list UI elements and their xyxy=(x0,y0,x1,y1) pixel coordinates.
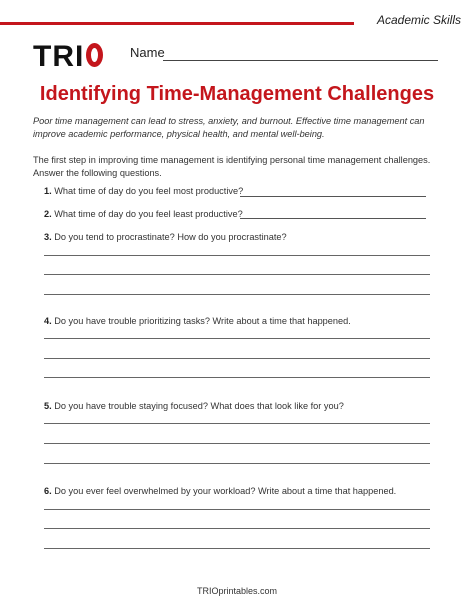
instructions-text: The first step in improving time management is identifying personal time management challenges. Answer the following questions. xyxy=(33,155,431,178)
answer-line[interactable] xyxy=(44,443,430,444)
question-number: 6. xyxy=(44,486,52,496)
question-number: 3. xyxy=(44,232,52,242)
header-red-line xyxy=(0,22,354,25)
question-text: What time of day do you feel least productive? xyxy=(54,209,243,219)
footer-url[interactable]: TRIOprintables.com xyxy=(196,586,278,596)
trio-logo: TRI xyxy=(33,40,103,74)
intro-text: Poor time management can lead to stress, anxiety, and burnout. Effective time management can improve academic performance, physical health, and mental well-being. xyxy=(33,116,425,139)
answer-line[interactable] xyxy=(44,274,430,275)
question-number: 2. xyxy=(44,209,52,219)
answer-line[interactable] xyxy=(44,509,430,510)
category-label: Academic Skills xyxy=(376,13,461,27)
name-field[interactable] xyxy=(163,60,438,61)
answer-line[interactable] xyxy=(44,358,430,359)
answer-line[interactable] xyxy=(44,423,430,424)
question-text: Do you have trouble prioritizing tasks? Write about a time that happened. xyxy=(54,316,351,326)
question-text: Do you have trouble staying focused? What does that look like for you? xyxy=(54,401,344,411)
question-2 xyxy=(44,209,243,219)
page-title: Identifying Time-Management Challenges xyxy=(39,83,435,105)
answer-field-2[interactable] xyxy=(240,218,426,219)
answer-line[interactable] xyxy=(44,548,430,549)
question-1 xyxy=(44,186,243,196)
answer-line[interactable] xyxy=(44,463,430,464)
question-text: What time of day do you feel most productive? xyxy=(54,186,244,196)
question-5 xyxy=(44,401,344,411)
logo-o-ring xyxy=(86,43,103,67)
question-6 xyxy=(44,486,396,496)
answer-line[interactable] xyxy=(44,338,430,339)
question-4 xyxy=(44,316,351,326)
name-label: Name xyxy=(130,45,165,60)
answer-field-1[interactable] xyxy=(240,196,426,197)
answer-line[interactable] xyxy=(44,255,430,256)
question-3 xyxy=(44,232,287,242)
question-number: 1. xyxy=(44,186,52,196)
question-text: Do you ever feel overwhelmed by your workload? Write about a time that happened. xyxy=(54,486,397,496)
question-text: Do you tend to procrastinate? How do you procrastinate? xyxy=(54,232,287,242)
question-number: 5. xyxy=(44,401,52,411)
question-number: 4. xyxy=(44,316,52,326)
answer-line[interactable] xyxy=(44,294,430,295)
header-bar xyxy=(0,0,474,40)
answer-line[interactable] xyxy=(44,528,430,529)
answer-line[interactable] xyxy=(44,377,430,378)
